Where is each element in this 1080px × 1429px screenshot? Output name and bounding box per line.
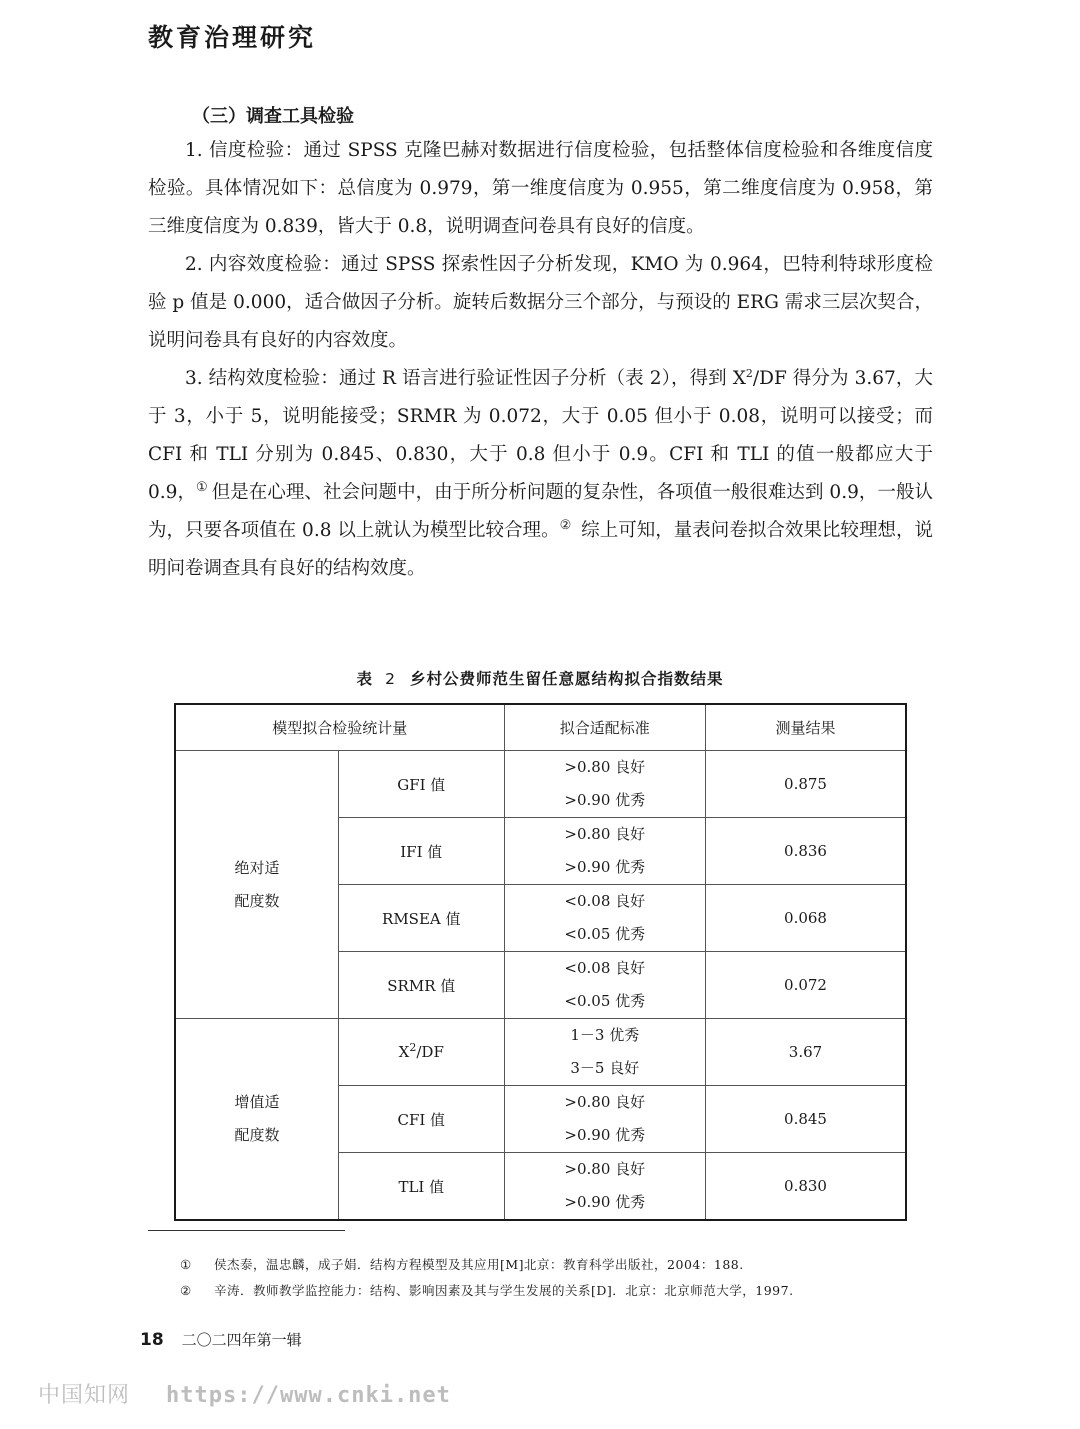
- result-value: 0.845: [706, 1086, 906, 1153]
- table-row: [175, 751, 906, 818]
- footnote-number: ②: [180, 1283, 192, 1298]
- result-value: 0.836: [706, 818, 906, 885]
- index-name-part: X: [398, 1043, 410, 1061]
- result-value: 3.67: [706, 1019, 906, 1086]
- footnote-text: 侯杰泰，温忠麟，成子娟．结构方程模型及其应用[M]北京：教育科学出版社，2004：188.: [214, 1257, 744, 1272]
- criterion-good: 3－5 良好: [570, 1059, 640, 1077]
- criterion-good: <0.08 良好: [564, 892, 646, 910]
- group-absolute-fit: [175, 751, 338, 1019]
- paragraph-reliability: 1. 信度检验：通过 SPSS 克隆巴赫对数据进行信度检验，包括整体信度检验和各维度信度检验。具体情况如下：总信度为 0.979，第一维度信度为 0.955，第二维度信度为 0.958，第三维度信度为 0.839，皆大于 0.8，说明调查问卷具有良好的信度。: [148, 140, 933, 237]
- body-text: [148, 132, 933, 588]
- footnote-text: 辛涛．教师教学监控能力：结构、影响因素及其与学生发展的关系[D]．北京：北京师范大学，1997.: [214, 1283, 794, 1298]
- issue-label: 二〇二四年第一辑: [181, 1331, 302, 1349]
- header-result: 测量结果: [706, 704, 906, 751]
- group-name-line: 配度数: [234, 1126, 280, 1144]
- watermark-site-name: 中国知网: [38, 1383, 131, 1408]
- index-name: IFI 值: [338, 818, 504, 885]
- criterion-excellent: 1－3 优秀: [570, 1026, 640, 1044]
- index-name: GFI 值: [338, 751, 504, 818]
- criterion-excellent: <0.05 优秀: [564, 925, 646, 943]
- result-value: 0.830: [706, 1153, 906, 1221]
- section-heading: （三）调查工具检验: [192, 106, 354, 127]
- result-value: 0.068: [706, 885, 906, 952]
- p3-part-c: 但是在心理、社会问题中，由于所分析问题的复杂性，各项值一般很难达到 0.9，一般认为，只要各项值在 0.8 以上就认为模型比较合理。: [148, 482, 933, 541]
- index-name-part: /DF: [416, 1043, 444, 1061]
- header-criterion: 拟合适配标准: [504, 704, 705, 751]
- index-name: SRMR 值: [338, 952, 504, 1019]
- criterion-cell: [504, 1086, 705, 1153]
- criterion-cell: [504, 1019, 705, 1086]
- footnote-ref-1[interactable]: ①: [196, 479, 208, 495]
- footnote-item: [180, 1252, 794, 1278]
- criterion-excellent: >0.90 优秀: [564, 791, 646, 809]
- p3-part-d: 综上可知，量表问卷拟合效果比较理想，说明问卷调查具有良好的结构效度。: [148, 520, 934, 579]
- index-name: RMSEA 值: [338, 885, 504, 952]
- p3-part-b: /DF 得分为 3.67，大于 3，小于 5，说明能接受；SRMR 为 0.072，大于 0.05 但小于 0.08，说明可以接受；而 CFI 和 TLI 分别为 0.845、0.830，大于 0.8 但小于 0.9。CFI 和 TLI 的值一般都应大于 0.9，: [148, 368, 933, 503]
- criterion-excellent: <0.05 优秀: [564, 992, 646, 1010]
- group-name-line: 增值适: [234, 1093, 280, 1111]
- criterion-excellent: >0.90 优秀: [564, 1126, 646, 1144]
- page-number: 18: [140, 1330, 164, 1350]
- criterion-excellent: >0.90 优秀: [564, 858, 646, 876]
- criterion-cell: [504, 885, 705, 952]
- page-footer: [140, 1329, 302, 1350]
- index-name: CFI 值: [338, 1086, 504, 1153]
- p3-superscript: 2: [745, 366, 753, 380]
- table-caption: [0, 667, 1080, 689]
- footnote-ref-2[interactable]: ②: [559, 517, 572, 533]
- footnote-number: ①: [180, 1257, 192, 1272]
- criterion-good: >0.80 良好: [564, 825, 646, 843]
- criterion-cell: [504, 1153, 705, 1221]
- group-name-line: 绝对适: [234, 858, 280, 877]
- paragraph-content-validity: 2. 内容效度检验：通过 SPSS 探索性因子分析发现，KMO 为 0.964，巴特利特球形度检验 p 值是 0.000，适合做因子分析。旋转后数据分三个部分，与预设的 ERG 需求三层次契合，说明问卷具有良好的内容效度。: [148, 254, 933, 351]
- criterion-good: >0.80 良好: [564, 1093, 646, 1111]
- criterion-good: >0.80 良好: [564, 758, 646, 776]
- index-name: TLI 值: [338, 1153, 504, 1221]
- criterion-cell: [504, 818, 705, 885]
- paragraph-structural-validity: [148, 360, 933, 588]
- result-value: 0.875: [706, 751, 906, 818]
- criterion-good: <0.08 良好: [564, 959, 646, 977]
- journal-title: 教育治理研究: [148, 23, 317, 52]
- p3-part-a: 3. 结构效度检验：通过 R 语言进行验证性因子分析（表 2），得到 X: [185, 368, 746, 389]
- group-incremental-fit: [175, 1019, 338, 1221]
- criterion-cell: [504, 751, 705, 818]
- index-superscript: 2: [409, 1041, 417, 1054]
- table-header-row: [175, 704, 906, 751]
- table-caption-title: 乡村公费师范生留任意愿结构拟合指数结果: [409, 670, 724, 688]
- cnki-watermark: [38, 1378, 451, 1409]
- table-caption-label: 表: [356, 670, 374, 688]
- watermark-url[interactable]: https://www.cnki.net: [166, 1383, 451, 1408]
- index-name: [338, 1019, 504, 1086]
- table-caption-number: 2: [385, 670, 396, 688]
- footnote-item: [180, 1278, 794, 1304]
- result-value: 0.072: [706, 952, 906, 1019]
- criterion-cell: [504, 952, 705, 1019]
- criterion-good: >0.80 良好: [564, 1160, 646, 1178]
- table-row: [175, 1019, 906, 1086]
- header-statistic: 模型拟合检验统计量: [175, 704, 504, 751]
- footnotes: [180, 1252, 794, 1304]
- criterion-excellent: >0.90 优秀: [564, 1193, 646, 1211]
- fit-index-table: [174, 703, 907, 1221]
- group-name-line: 配度数: [234, 891, 280, 910]
- footnote-divider: [148, 1230, 345, 1231]
